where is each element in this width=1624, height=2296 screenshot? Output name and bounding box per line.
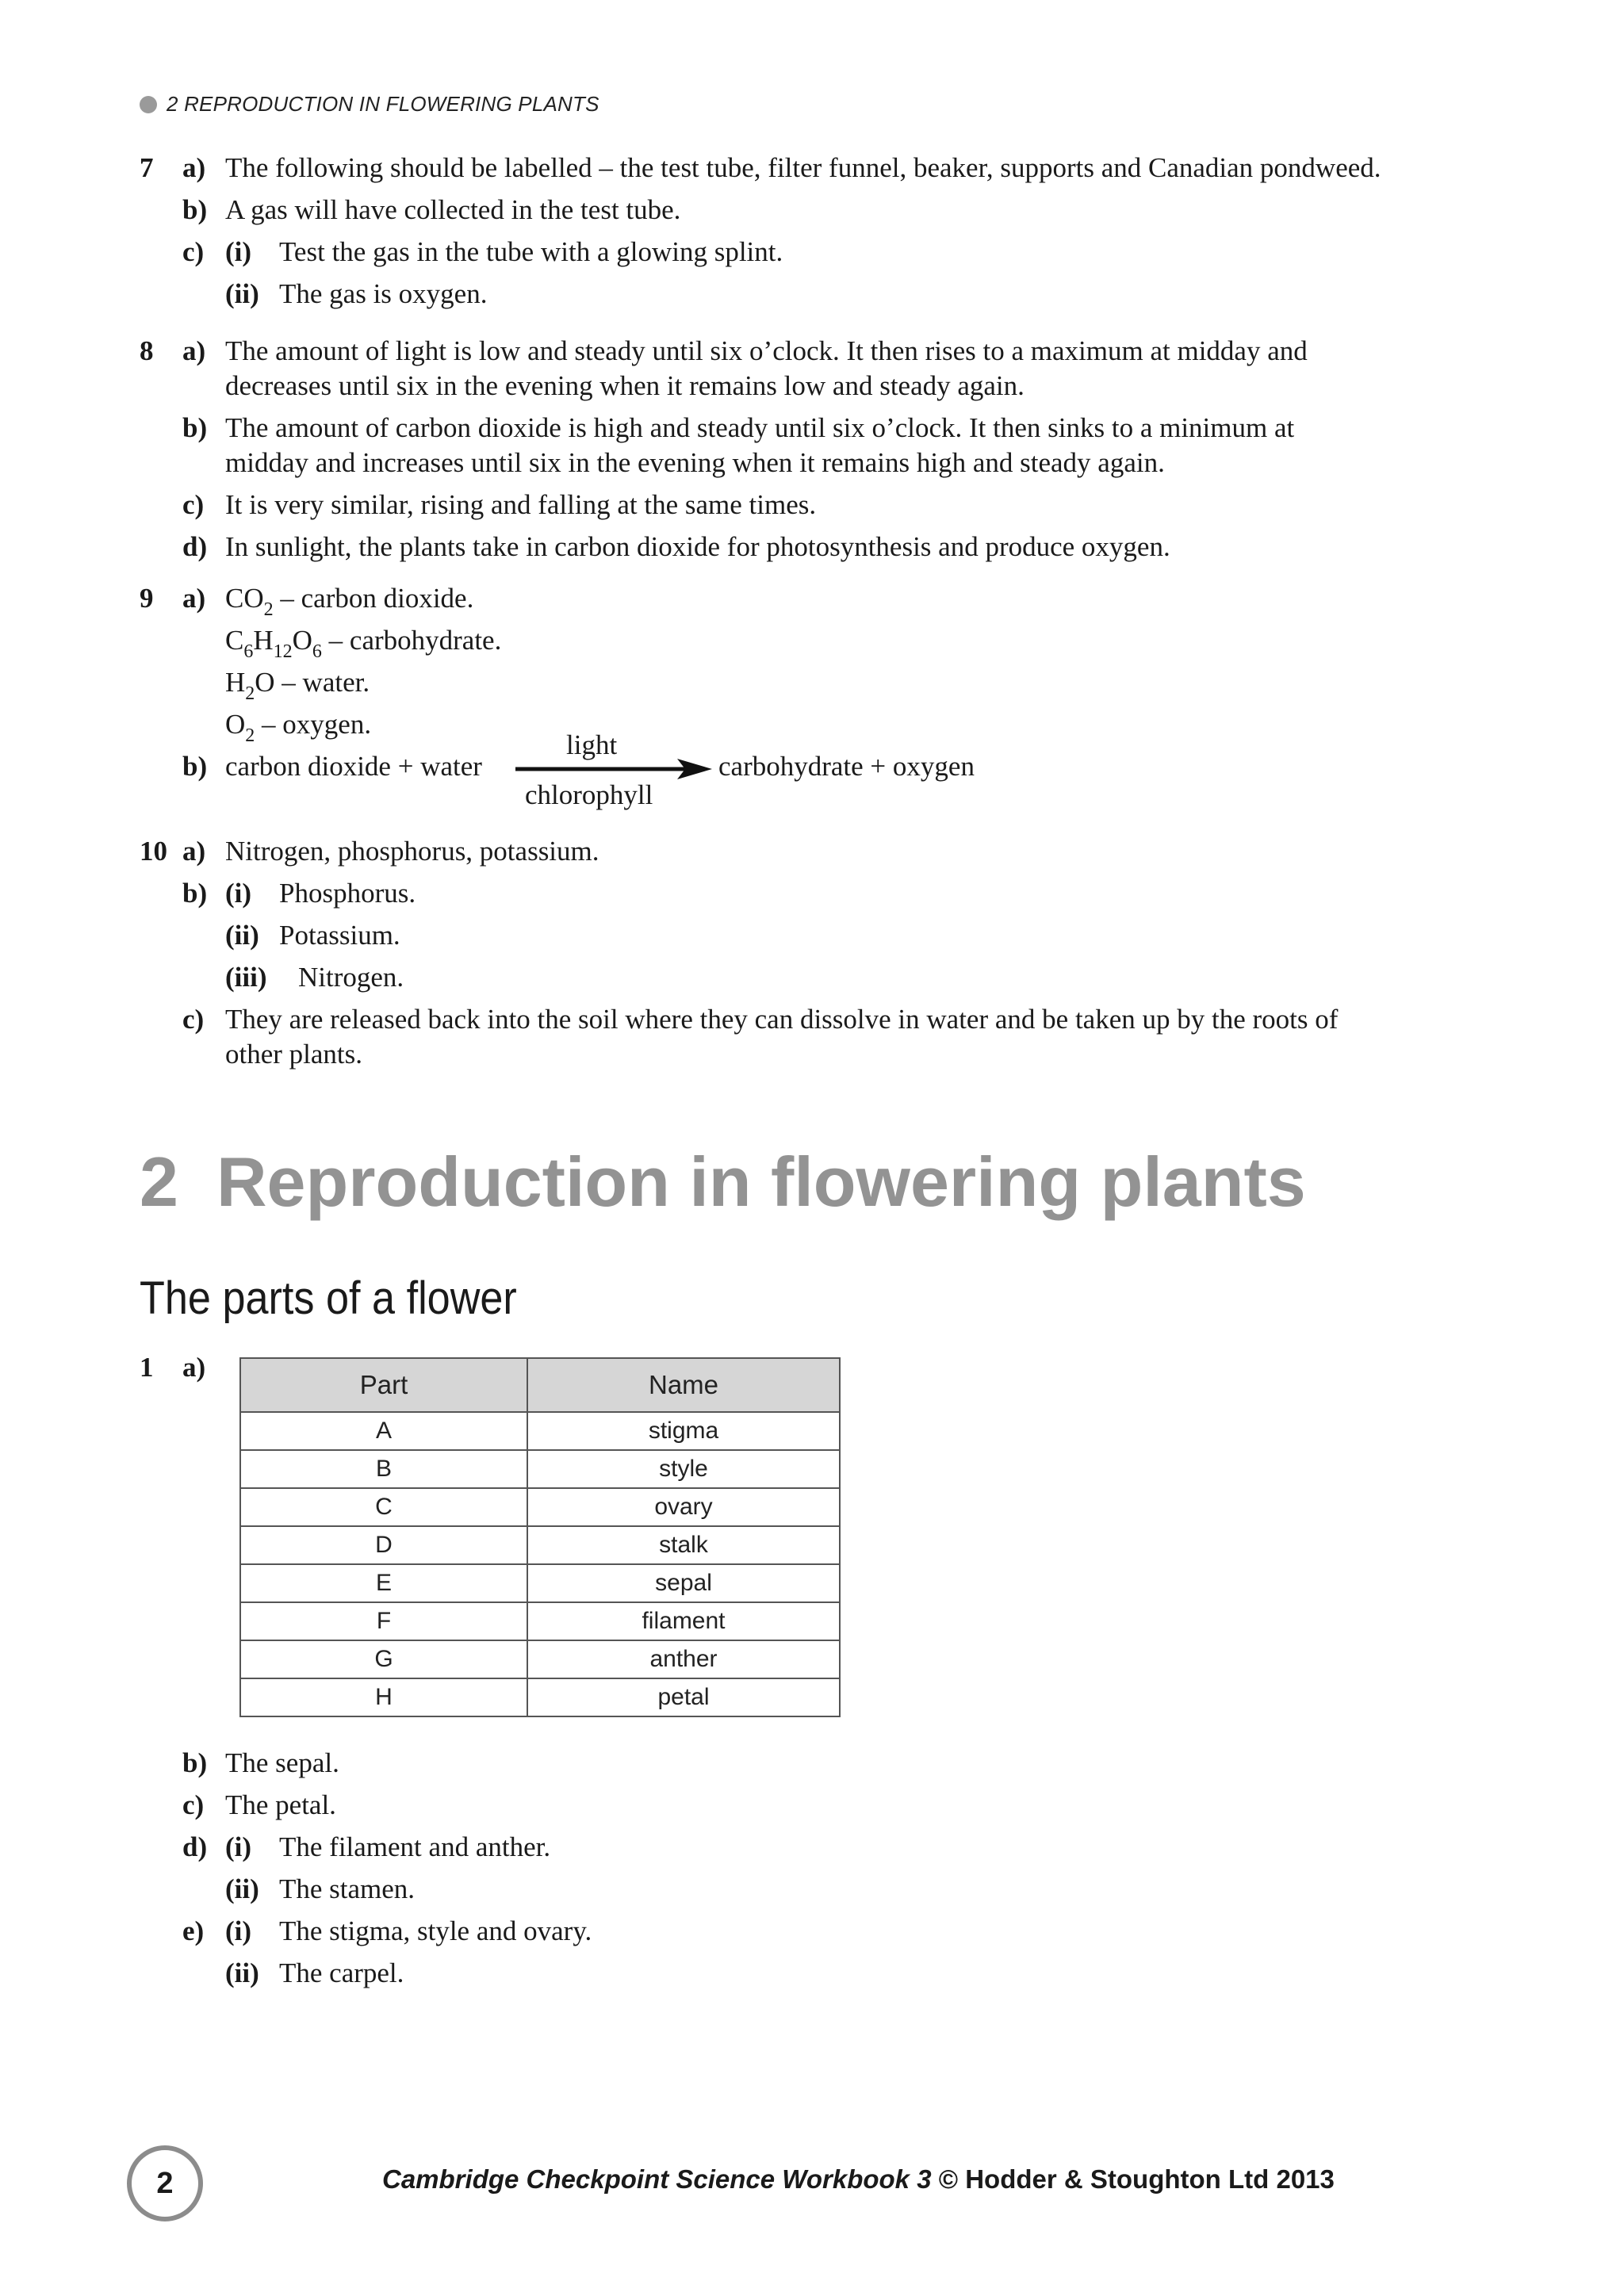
part-label: a) bbox=[182, 335, 206, 366]
part-label: a) bbox=[182, 836, 206, 867]
answer-text: The sepal. bbox=[225, 1747, 339, 1778]
page-number-badge bbox=[127, 2145, 203, 2221]
question-number: 1 bbox=[140, 1352, 154, 1383]
part-label: c) bbox=[182, 236, 205, 267]
answer-text: The filament and anther. bbox=[279, 1831, 551, 1862]
table-cell: filament bbox=[527, 1602, 840, 1640]
part-label: c) bbox=[182, 1004, 205, 1035]
table-cell: A bbox=[240, 1412, 527, 1450]
subpart-label: (i) bbox=[225, 236, 252, 267]
table-cell: style bbox=[527, 1450, 840, 1488]
part-label: d) bbox=[182, 531, 208, 562]
answer-text: The stamen. bbox=[279, 1873, 416, 1904]
table-cell: stigma bbox=[527, 1412, 840, 1450]
table-row bbox=[240, 1678, 840, 1716]
subpart-label: (ii) bbox=[225, 1957, 259, 1988]
answer-text: midday and increases until six in the evening when it remains high and steady again. bbox=[225, 447, 1165, 478]
book-title: Cambridge Checkpoint Science Workbook 3 bbox=[382, 2164, 932, 2194]
answer-text: Nitrogen, phosphorus, potassium. bbox=[225, 836, 599, 867]
chapter-heading bbox=[140, 1142, 1306, 1223]
copyright-text: © Hodder & Stoughton Ltd 2013 bbox=[931, 2164, 1335, 2194]
table-cell: F bbox=[240, 1602, 527, 1640]
table-cell: sepal bbox=[527, 1564, 840, 1602]
part-label: d) bbox=[182, 1831, 208, 1862]
table-cell: G bbox=[240, 1640, 527, 1678]
part-label: e) bbox=[182, 1915, 205, 1946]
answer-text: Nitrogen. bbox=[298, 962, 404, 993]
bullet-dot-icon bbox=[140, 96, 157, 113]
page-number: 2 bbox=[156, 2166, 174, 2200]
subpart-label: (ii) bbox=[225, 920, 259, 951]
flower-parts-table bbox=[239, 1357, 841, 1717]
subpart-label: (iii) bbox=[225, 962, 267, 993]
part-label: b) bbox=[182, 1747, 208, 1778]
table-row bbox=[240, 1602, 840, 1640]
table-cell: petal bbox=[527, 1678, 840, 1716]
question-number: 8 bbox=[140, 335, 154, 366]
question-number: 7 bbox=[140, 152, 154, 183]
word-equation-reactants: carbon dioxide + water bbox=[225, 751, 482, 782]
table-row bbox=[240, 1488, 840, 1526]
answer-text: Potassium. bbox=[279, 920, 400, 951]
table-cell: ovary bbox=[527, 1488, 840, 1526]
answer-text: In sunlight, the plants take in carbon dioxide for photosynthesis and produce oxygen. bbox=[225, 531, 1170, 562]
question-number: 10 bbox=[140, 836, 167, 867]
answer-text: They are released back into the soil where they can dissolve in water and be taken up by the roots of bbox=[225, 1004, 1339, 1035]
chapter-title: Reproduction in flowering plants bbox=[216, 1142, 1306, 1221]
formula-carbohydrate: $C_6H_{12}O_6$ – carbohydrate. bbox=[225, 625, 502, 662]
answer-text: It is very similar, rising and falling at the same times. bbox=[225, 489, 817, 520]
section-heading: The parts of a flower bbox=[140, 1272, 517, 1324]
answer-text: Test the gas in the tube with a glowing splint. bbox=[279, 236, 783, 267]
table-row bbox=[240, 1412, 840, 1450]
running-header bbox=[140, 92, 599, 117]
table-row bbox=[240, 1564, 840, 1602]
table-row bbox=[240, 1450, 840, 1488]
table-cell: B bbox=[240, 1450, 527, 1488]
subpart-label: (ii) bbox=[225, 278, 259, 309]
subpart-label: (i) bbox=[225, 1831, 252, 1862]
table-cell: C bbox=[240, 1488, 527, 1526]
table-cell: stalk bbox=[527, 1526, 840, 1564]
part-label: b) bbox=[182, 412, 208, 443]
answer-text: The amount of carbon dioxide is high and steady until six o’clock. It then sinks to a minimum at bbox=[225, 412, 1295, 443]
formula-carbon-dioxide: $CO_2$ – carbon dioxide. bbox=[225, 583, 474, 620]
part-label: c) bbox=[182, 1789, 205, 1820]
answer-text: decreases until six in the evening when it remains low and steady again. bbox=[225, 370, 1025, 401]
answer-text: The amount of light is low and steady until six o’clock. It then rises to a maximum at midday and bbox=[225, 335, 1308, 366]
table-cell: H bbox=[240, 1678, 527, 1716]
arrow-condition-below: chlorophyll bbox=[525, 779, 653, 810]
arrow-condition-above: light bbox=[566, 729, 618, 760]
answer-text: Phosphorus. bbox=[279, 878, 416, 909]
part-label: b) bbox=[182, 194, 208, 225]
part-label: a) bbox=[182, 1352, 206, 1383]
word-equation-products: carbohydrate + oxygen bbox=[718, 751, 975, 782]
answer-text: other plants. bbox=[225, 1039, 363, 1070]
part-label: b) bbox=[182, 751, 208, 782]
answer-text: The carpel. bbox=[279, 1957, 404, 1988]
subpart-label: (ii) bbox=[225, 1873, 259, 1904]
formula-water: $H_2O$ – water. bbox=[225, 667, 370, 704]
table-cell: D bbox=[240, 1526, 527, 1564]
part-label: a) bbox=[182, 152, 206, 183]
answer-text: A gas will have collected in the test tube. bbox=[225, 194, 681, 225]
answer-text: The following should be labelled – the test tube, filter funnel, beaker, supports and Canadian pondweed. bbox=[225, 152, 1381, 183]
table-row bbox=[240, 1526, 840, 1564]
question-number: 9 bbox=[140, 583, 154, 614]
table-row bbox=[240, 1640, 840, 1678]
part-label: b) bbox=[182, 878, 208, 909]
answer-text: The gas is oxygen. bbox=[279, 278, 488, 309]
part-label: a) bbox=[182, 583, 206, 614]
subpart-label: (i) bbox=[225, 878, 252, 909]
table-cell: E bbox=[240, 1564, 527, 1602]
part-label: c) bbox=[182, 489, 205, 520]
table-header-row bbox=[240, 1358, 840, 1412]
chapter-number: 2 bbox=[140, 1142, 178, 1221]
footer-credit bbox=[382, 2164, 1335, 2195]
column-header: Part bbox=[240, 1358, 527, 1412]
answer-text: The stigma, style and ovary. bbox=[279, 1915, 592, 1946]
table-cell: anther bbox=[527, 1640, 840, 1678]
column-header: Name bbox=[527, 1358, 840, 1412]
running-header-text: 2 REPRODUCTION IN FLOWERING PLANTS bbox=[167, 92, 599, 116]
subpart-label: (i) bbox=[225, 1915, 252, 1946]
formula-oxygen: $O_2$ – oxygen. bbox=[225, 709, 372, 746]
answer-text: The petal. bbox=[225, 1789, 336, 1820]
